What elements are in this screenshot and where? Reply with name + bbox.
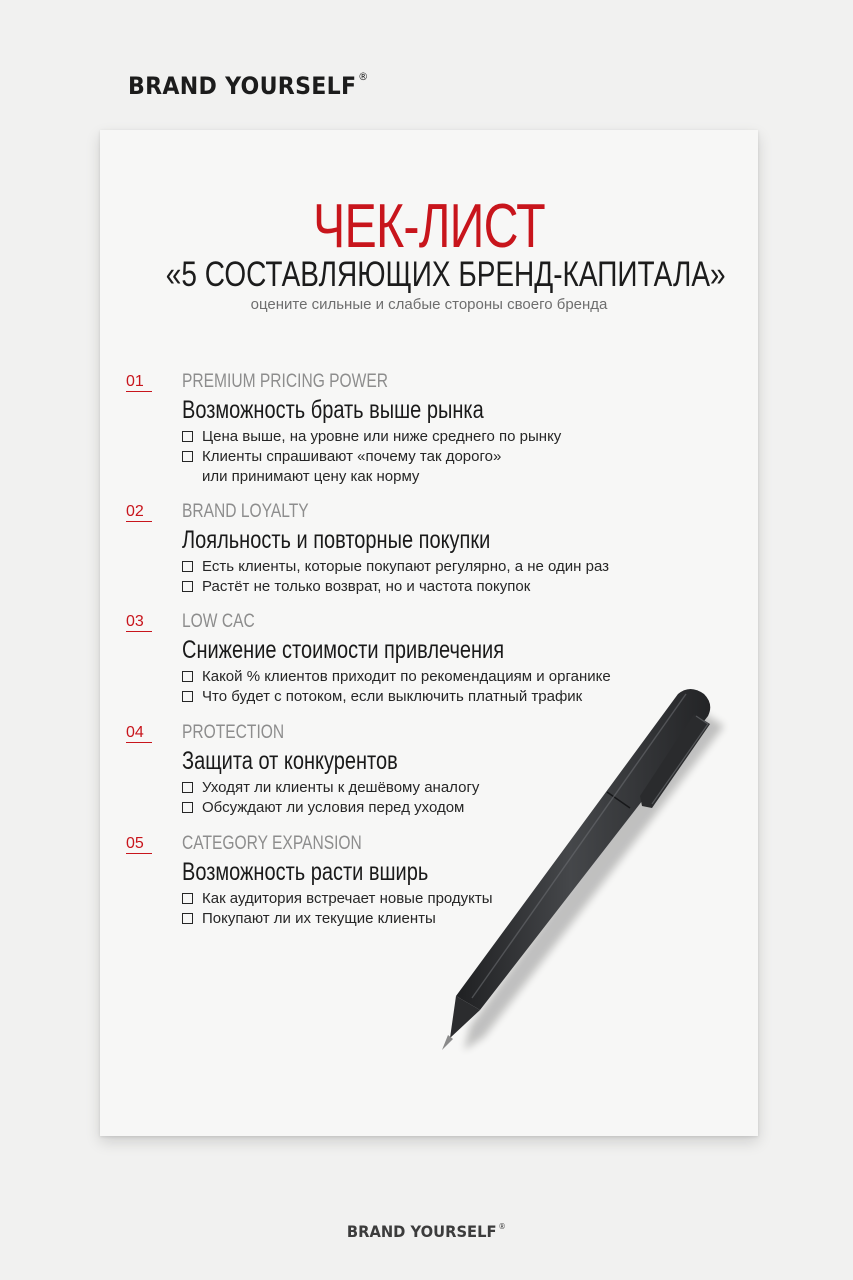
section-heading: Лояльность и повторные покупки: [182, 526, 491, 554]
checklist-item-label: Цена выше, на уровне или ниже среднего по рынку: [202, 428, 562, 445]
section-category: PROTECTION: [182, 722, 285, 743]
section-heading: Снижение стоимости привлечения: [182, 636, 505, 664]
checkbox-icon[interactable]: [182, 671, 193, 682]
checkbox-icon[interactable]: [182, 561, 193, 572]
checklist-item[interactable]: [182, 577, 742, 597]
checklist-section: [100, 371, 758, 485]
section-number: 01: [126, 374, 152, 392]
checkbox-icon[interactable]: [182, 581, 193, 592]
checkbox-icon[interactable]: [182, 451, 193, 462]
page-title: ЧЕК-ЛИСТ: [313, 192, 545, 261]
checkbox-icon[interactable]: [182, 913, 193, 924]
checklist-item-label: Есть клиенты, которые покупают регулярно, а не один раз: [202, 558, 609, 575]
brand-name: BRAND YOURSELF: [128, 72, 357, 100]
brand-name: BRAND YOURSELF: [347, 1222, 497, 1241]
section-number: 05: [126, 836, 152, 854]
checkbox-icon[interactable]: [182, 802, 193, 813]
checklist-items: [182, 427, 742, 487]
section-category: CATEGORY EXPANSION: [182, 833, 362, 854]
checkbox-icon[interactable]: [182, 691, 193, 702]
checkbox-icon[interactable]: [182, 431, 193, 442]
checklist-item-label: Что будет с потоком, если выключить платный трафик: [202, 688, 583, 705]
registered-mark: ®: [358, 70, 369, 83]
checklist-item-label: Какой % клиентов приходит по рекомендациям и органике: [202, 668, 611, 685]
pen-illustration: [420, 680, 730, 1060]
checkbox-icon[interactable]: [182, 893, 193, 904]
section-heading: Возможность расти вширь: [182, 858, 429, 886]
registered-mark: ®: [498, 1222, 506, 1231]
checklist-item-label: Уходят ли клиенты к дешёвому аналогу: [202, 779, 480, 796]
section-category: PREMIUM PRICING POWER: [182, 371, 389, 392]
section-category: BRAND LOYALTY: [182, 501, 309, 522]
checklist-item[interactable]: [182, 447, 742, 467]
checklist-item-continuation: [182, 467, 742, 487]
checklist-items: [182, 557, 742, 597]
checklist-item-label: Клиенты спрашивают «почему так дорого»: [202, 448, 502, 465]
checklist-item[interactable]: [182, 427, 742, 447]
checklist-item-label: или принимают цену как норму: [202, 468, 420, 485]
section-heading: Защита от конкурентов: [182, 747, 398, 775]
checklist-item-label: Как аудитория встречает новые продукты: [202, 890, 493, 907]
page-tagline: оцените сильные и слабые стороны своего бренда: [250, 296, 608, 313]
section-category: LOW CAC: [182, 611, 255, 632]
brand-logo-bottom: [0, 1222, 853, 1241]
section-number: 03: [126, 614, 152, 632]
section-number: 04: [126, 725, 152, 743]
checkbox-icon[interactable]: [182, 782, 193, 793]
brand-logo-top: [128, 70, 369, 100]
checklist-item-label: Растёт не только возврат, но и частота покупок: [202, 578, 531, 595]
checklist-section: [100, 502, 758, 612]
page-subtitle: «5 СОСТАВЛЯЮЩИХ БРЕНД-КАПИТАЛА»: [165, 255, 726, 294]
section-number: 02: [126, 504, 152, 522]
section-heading: Возможность брать выше рынка: [182, 396, 484, 424]
checklist-item[interactable]: [182, 557, 742, 577]
checklist-item-label: Покупают ли их текущие клиенты: [202, 910, 436, 927]
checklist-item-label: Обсуждают ли условия перед уходом: [202, 799, 465, 816]
